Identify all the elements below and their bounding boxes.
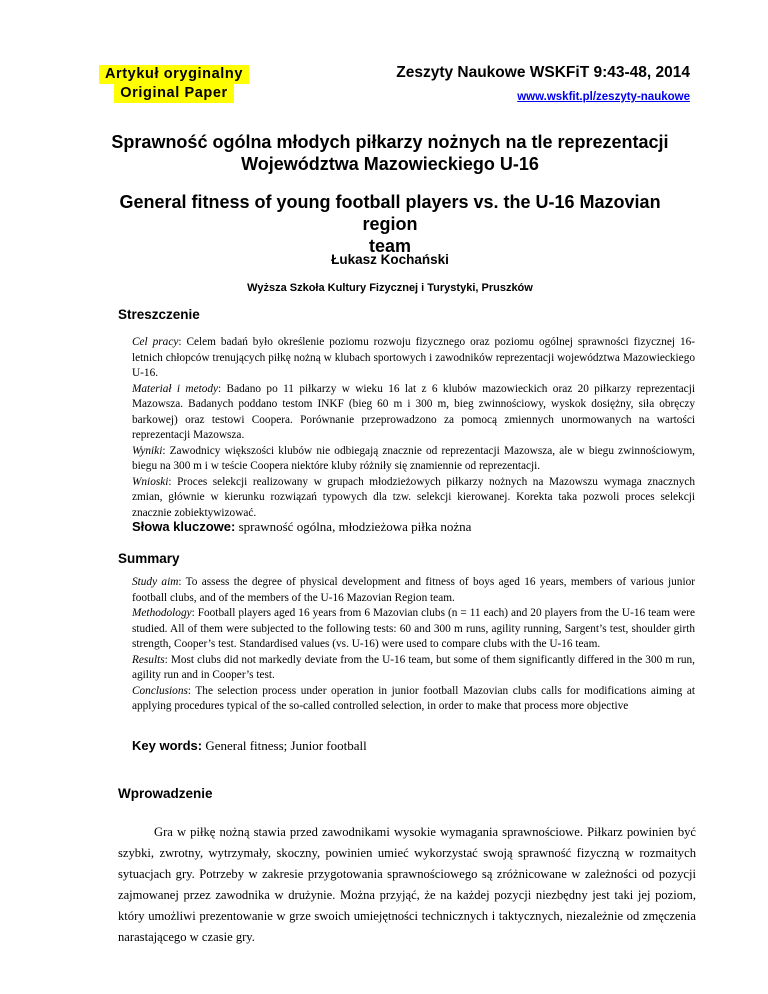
abstract-text: : Proces selekcji realizowany w grupach młodzieżowych piłkarzy nożnych na Mazowszu wymaga znacznych zmian, głównie w kierunku rozwiązań typowych dla tzw. selekcji kierowanej. Korekta taka pozwoli proces selekcji znacznie zobiektywizować. (132, 475, 695, 519)
intro-body (118, 822, 696, 948)
abstract-paragraph (132, 444, 695, 475)
abstract-text: : Celem badań było określenie poziomu rozwoju fizycznego oraz poziomu ogólnej sprawności fizycznej 16-letnich chłopców trenujących piłkę nożną w klubach sportowych i zawodników reprezentacji województwa Mazowieckiego U-16. (132, 336, 695, 379)
streszczenie-body (132, 335, 695, 521)
abstract-text: : Football players aged 16 years from 6 Mazovian clubs (n = 11 each) and 20 players from the U-16 team were studied. All of them were subjected to the following tests: 60 and 300 m runs, agility running, Sargent’s test, shoulder girth strength, Cooper’s test. Standardised values (vs. U-16) were used to compare clubs with the U-16 team. (132, 607, 695, 650)
article-type-pl: Artykuł oryginalny (99, 65, 249, 84)
title-english (90, 191, 690, 257)
abstract-text: : Zawodnicy większości klubów nie odbiegają znacznie od reprezentacji Mazowsza, ale w biegu zwinnościowym, biegu na 300 m i w teście Coopera niektóre kluby różniły się znamiennie od reprezentacji. (132, 444, 695, 472)
keywords-pl (132, 519, 471, 535)
abstract-text: : The selection process under operation in junior football Mazovian clubs calls for modifications aiming at applying procedures typical of the so-called controlled selection, in order to make that process more objective (132, 684, 695, 712)
abstract-paragraph (132, 475, 695, 522)
summary-body (132, 575, 695, 715)
abstract-paragraph (132, 653, 695, 684)
journal-citation: Zeszyty Naukowe WSKFiT 9:43-48, 2014 (396, 64, 690, 81)
title-pl-line2: Województwa Mazowieckiego U-16 (241, 154, 539, 174)
intro-paragraph: Gra w piłkę nożną stawia przed zawodnikami wysokie wymagania sprawnościowe. Piłkarz powinien być szybki, zwrotny, wytrzymały, skoczny, powinien umieć wykorzystać swoją sprawność fizyczną w rozmaitych sytuacjach gry. Potrzeby w zakresie przygotowania sprawnościowego są zróżnicowane w zależności od pozycji zajmowanej przez zawodnika w drużynie. Można przyjąć, że na każdej pozycji niezbędny jest taki jej poziom, który umożliwi prezentowanie w grze swoich umiejętności technicznych i taktycznych, niezależnie od zmęczenia narastającego w czasie gry. (118, 825, 696, 944)
affiliation: Wyższa Szkoła Kultury Fizycznej i Turystyki, Pruszków (247, 282, 533, 294)
abstract-paragraph (132, 382, 695, 444)
article-type-en: Original Paper (114, 84, 234, 103)
keywords-en-value: General fitness; Junior football (202, 738, 367, 753)
abstract-paragraph (132, 335, 695, 382)
abstract-paragraph (132, 684, 695, 715)
abstract-label: Cel pracy (132, 336, 179, 348)
article-type-label (89, 65, 259, 103)
abstract-paragraph (132, 575, 695, 606)
abstract-label: Methodology (132, 607, 192, 619)
abstract-label: Wnioski (132, 475, 169, 488)
abstract-label: Results (132, 653, 165, 666)
keywords-pl-value: sprawność ogólna, młodzieżowa piłka nożna (235, 519, 472, 534)
abstract-paragraph (132, 606, 695, 653)
keywords-en (132, 738, 367, 754)
keywords-en-label: Key words: (132, 738, 203, 753)
title-en-line2: team (368, 236, 412, 256)
streszczenie-heading: Streszczenie (118, 307, 200, 322)
abstract-label: Materiał i metody (132, 382, 219, 395)
keywords-pl-label: Słowa kluczowe: (132, 519, 236, 534)
abstract-text: : To assess the degree of physical development and fitness of boys aged 16 years, members of various junior football clubs, and of the members of the U-16 Mazovian Region team. (132, 576, 695, 604)
abstract-label: Study aim (132, 576, 179, 588)
abstract-text: : Badano po 11 piłkarzy w wieku 16 lat z 6 klubów mazowieckich oraz 20 piłkarzy reprezentacji Mazowsza. Badanych poddano testom INKF (bieg 60 m i 300 m, bieg zwinnościowy, wyskok dosiężny, siła obręczy barkowej) oraz testowi Coopera. Porównanie przeprowadzono za pomocą zmiennych unormowanych na wartości reprezentacji Mazowsza. (132, 382, 695, 441)
title-polish (90, 131, 690, 175)
author-name: Łukasz Kochański (331, 252, 449, 267)
abstract-label: Wyniki (132, 444, 163, 457)
intro-heading: Wprowadzenie (118, 786, 213, 801)
summary-heading: Summary (118, 551, 180, 566)
title-en-line1: General fitness of young football players vs. the U-16 Mazovian region (119, 192, 661, 234)
abstract-label: Conclusions (132, 684, 188, 697)
abstract-text: : Most clubs did not markedly deviate from the U-16 team, but some of them significantly differed in the 300 m run, agility run and in Cooper’s test. (132, 653, 695, 681)
journal-url-link[interactable]: www.wskfit.pl/zeszyty-naukowe (517, 91, 690, 103)
title-pl-line1: Sprawność ogólna młodych piłkarzy nożnych na tle reprezentacji (111, 132, 669, 152)
